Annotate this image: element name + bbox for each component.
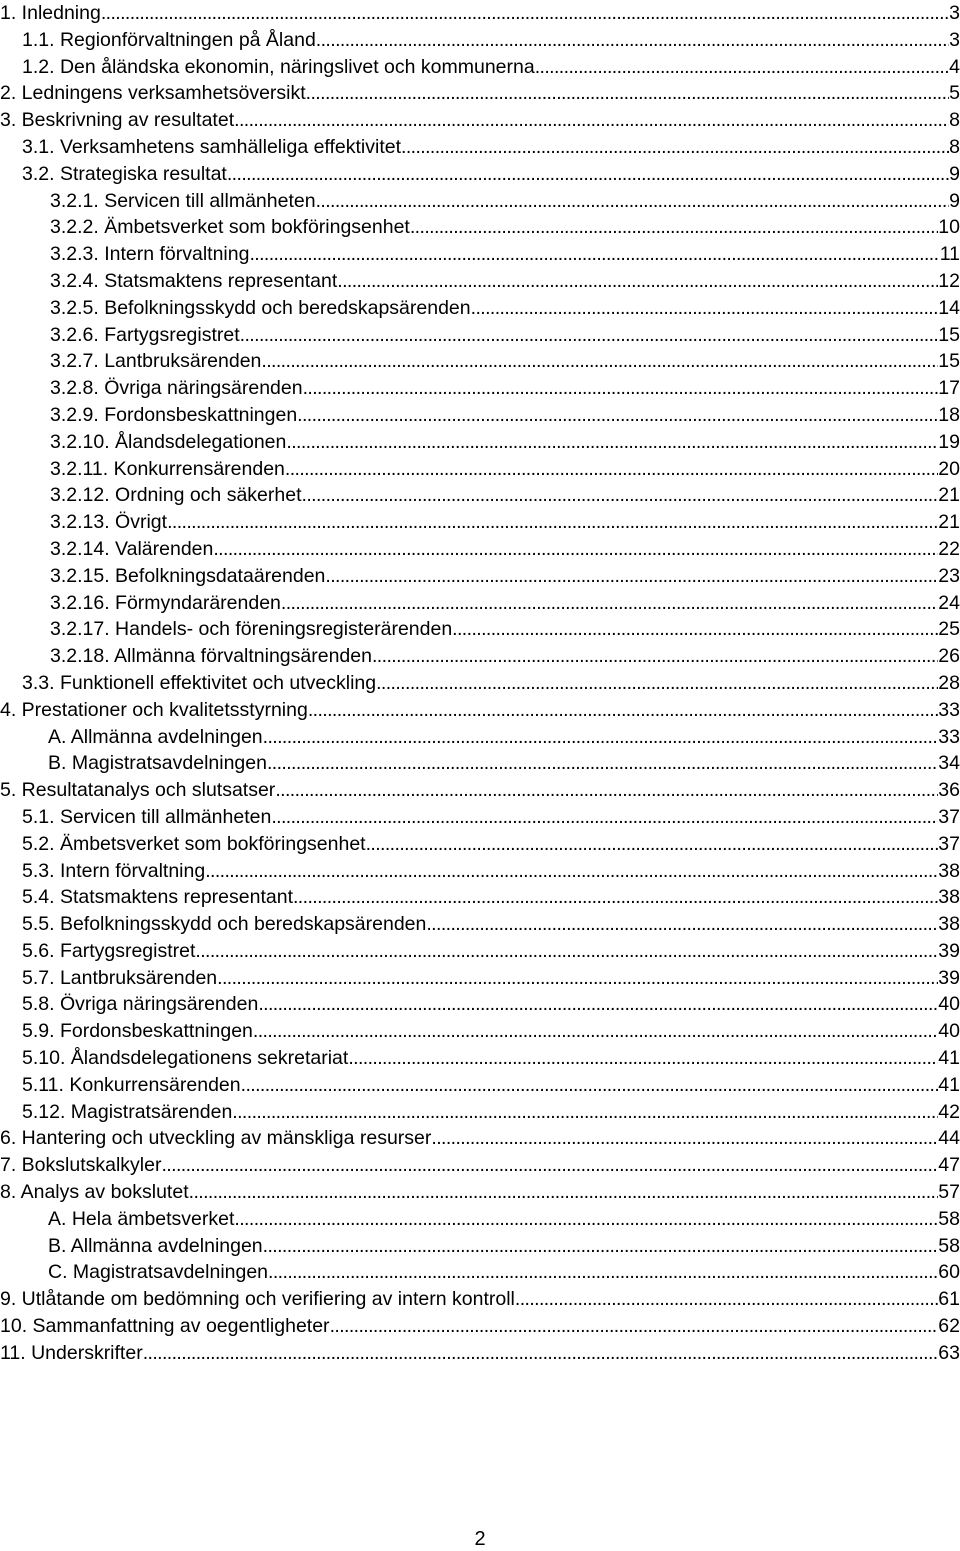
toc-entry[interactable]: [0, 1152, 960, 1179]
toc-entry-page-number: 60: [938, 1261, 960, 1284]
toc-entry-label: 7. Bokslutskalkyler: [0, 1154, 162, 1177]
toc-entry[interactable]: [0, 54, 960, 81]
toc-entry-label: 8. Analys av bokslutet: [0, 1181, 189, 1204]
toc-entry-label: 3.2.18. Allmänna förvaltningsärenden: [50, 645, 372, 668]
dot-leader: [330, 1313, 939, 1339]
toc-entry-label: 3.2.17. Handels- och föreningsregisterärenden: [50, 618, 453, 641]
toc-entry-page-number: 4: [949, 55, 960, 78]
toc-entry-page-number: 3: [949, 2, 960, 24]
toc-entry-page-number: 41: [938, 1073, 960, 1096]
dot-leader: [286, 429, 938, 455]
dot-leader: [535, 54, 949, 80]
toc-entry[interactable]: [0, 670, 960, 697]
dot-leader: [167, 509, 938, 535]
toc-entry-label: 4. Prestationer och kvalitetsstyrning: [0, 698, 308, 721]
dot-leader: [227, 161, 949, 187]
toc-entry[interactable]: [0, 911, 960, 938]
dot-leader: [302, 482, 939, 508]
dot-leader: [337, 268, 938, 294]
toc-entry-page-number: 15: [938, 323, 960, 346]
toc-entry[interactable]: [0, 697, 960, 724]
toc-entry-label: 3.2.3. Intern förvaltning: [50, 243, 250, 266]
toc-entry[interactable]: [0, 80, 960, 107]
toc-entry-page-number: 20: [938, 457, 960, 480]
toc-entry-label: 3.3. Funktionell effektivitet och utveckling: [22, 671, 377, 694]
toc-entry-label: 5.3. Intern förvaltning: [22, 859, 206, 882]
toc-entry-label: 6. Hantering och utveckling av mänskliga resurser: [0, 1127, 432, 1150]
toc-entry[interactable]: [0, 1286, 960, 1313]
toc-entry[interactable]: [0, 965, 960, 992]
dot-leader: [401, 134, 949, 160]
toc-entry[interactable]: [0, 348, 960, 375]
toc-entry-page-number: 42: [938, 1100, 960, 1123]
toc-entry-label: 1. Inledning: [0, 2, 101, 24]
dot-leader: [308, 697, 938, 723]
dot-leader: [471, 295, 939, 321]
toc-entry-page-number: 39: [938, 939, 960, 962]
toc-entry-page-number: 44: [938, 1127, 960, 1150]
toc-entry-page-number: 15: [938, 350, 960, 373]
toc-entry-page-number: 18: [938, 403, 960, 426]
toc-entry-label: 3.2.13. Övrigt: [50, 511, 168, 534]
toc-entry[interactable]: [0, 804, 960, 831]
toc-entry-label: 1.2. Den åländska ekonomin, näringslivet och kommunerna: [22, 55, 535, 78]
dot-leader: [253, 1018, 938, 1044]
dot-leader: [316, 188, 950, 214]
toc-entry-page-number: 36: [938, 779, 960, 802]
toc-entry-page-number: 24: [938, 591, 960, 614]
toc-entry-label: 1.1. Regionförvaltningen på Åland: [22, 28, 316, 51]
toc-entry[interactable]: [0, 1259, 960, 1286]
dot-leader: [205, 858, 938, 884]
toc-entry-label: 3.2.6. Fartygsregistret: [50, 323, 240, 346]
dot-leader: [267, 750, 938, 776]
dot-leader: [263, 1233, 939, 1259]
toc-entry-label: 5.10. Ålandsdelegationens sekretariat: [22, 1047, 349, 1070]
toc-entry-page-number: 37: [938, 805, 960, 828]
toc-entry-label: 3.2.9. Fordonsbeskattningen: [50, 403, 298, 426]
toc-entry-label: 5.5. Befolkningsskydd och beredskapsärenden: [22, 913, 427, 936]
toc-entry-page-number: 58: [938, 1207, 960, 1230]
toc-entry[interactable]: [0, 643, 960, 670]
toc-entry-label: 5.11. Konkurrensärenden: [22, 1073, 241, 1096]
toc-entry[interactable]: [0, 241, 960, 268]
dot-leader: [241, 1072, 939, 1098]
dot-leader: [217, 965, 938, 991]
toc-entry[interactable]: [0, 0, 960, 27]
dot-leader: [348, 1045, 938, 1071]
toc-entry-label: B. Magistratsavdelningen: [48, 752, 267, 775]
toc-entry-label: A. Hela ämbetsverket: [48, 1207, 235, 1230]
toc-entry-page-number: 5: [949, 82, 960, 105]
toc-entry-page-number: 57: [938, 1181, 960, 1204]
toc-entry-label: 3.2.1. Servicen till allmänheten: [50, 189, 316, 212]
toc-entry[interactable]: [0, 1018, 960, 1045]
toc-entry[interactable]: [0, 107, 960, 134]
toc-entry-label: 3.2.11. Konkurrensärenden: [50, 457, 285, 480]
dot-leader: [281, 590, 938, 616]
toc-entry-label: 5.1. Servicen till allmänheten: [22, 805, 272, 828]
toc-entry-page-number: 61: [938, 1288, 960, 1311]
dot-leader: [452, 616, 938, 642]
toc-entry-page-number: 37: [938, 832, 960, 855]
toc-entry-page-number: 28: [938, 671, 960, 694]
toc-entry[interactable]: [0, 429, 960, 456]
toc-entry-label: 3.2.12. Ordning och säkerhet: [50, 484, 302, 507]
toc-entry[interactable]: [0, 991, 960, 1018]
toc-entry[interactable]: [0, 616, 960, 643]
toc-entry[interactable]: [0, 188, 960, 215]
toc-entry-label: 3.2.14. Valärenden: [50, 537, 214, 560]
toc-entry[interactable]: [0, 214, 960, 241]
toc-entry[interactable]: [0, 858, 960, 885]
toc-entry-label: 5.8. Övriga näringsärenden: [22, 993, 259, 1016]
toc-entry-page-number: 38: [938, 859, 960, 882]
dot-leader: [261, 348, 938, 374]
dot-leader: [189, 1179, 939, 1205]
toc-entry-label: 10. Sammanfattning av oegentligheter: [0, 1315, 330, 1338]
toc-entry[interactable]: [0, 1206, 960, 1233]
toc-entry-label: 5.4. Statsmaktens representant: [22, 886, 293, 909]
toc-entry-page-number: 26: [938, 645, 960, 668]
toc-entry-label: 5.9. Fordonsbeskattningen: [22, 1020, 253, 1043]
toc-entry-page-number: 47: [938, 1154, 960, 1177]
toc-entry-label: A. Allmänna avdelningen: [48, 725, 263, 748]
toc-entry-page-number: 41: [938, 1047, 960, 1070]
toc-entry-page-number: 21: [938, 511, 960, 534]
toc-entry-label: C. Magistratsavdelningen: [48, 1261, 269, 1284]
toc-entry[interactable]: [0, 134, 960, 161]
dot-leader: [161, 1152, 938, 1178]
toc-entry[interactable]: [0, 750, 960, 777]
toc-entry[interactable]: [0, 938, 960, 965]
toc-entry[interactable]: [0, 777, 960, 804]
dot-leader: [240, 322, 939, 348]
toc-entry-label: 5. Resultatanalys och slutsatser: [0, 779, 276, 802]
dot-leader: [316, 27, 949, 53]
toc-entry[interactable]: [0, 268, 960, 295]
toc-entry-page-number: 62: [938, 1315, 960, 1338]
dot-leader: [366, 831, 939, 857]
dot-leader: [426, 911, 938, 937]
toc-entry-label: B. Allmänna avdelningen: [48, 1234, 263, 1257]
toc-entry-label: 3.2. Strategiska resultat: [22, 162, 227, 185]
toc-entry-label: 3.2.16. Förmyndarärenden: [50, 591, 281, 614]
toc-entry-page-number: 23: [938, 564, 960, 587]
toc-entry-page-number: 21: [938, 484, 960, 507]
toc-entry[interactable]: [0, 509, 960, 536]
toc-entry-page-number: 58: [938, 1234, 960, 1257]
toc-entry-label: 5.7. Lantbruksärenden: [22, 966, 218, 989]
toc-entry[interactable]: [0, 1099, 960, 1126]
toc-entry-page-number: 40: [938, 1020, 960, 1043]
dot-leader: [101, 0, 949, 26]
dot-leader: [234, 107, 949, 133]
toc-entry[interactable]: [0, 1125, 960, 1152]
dot-leader: [263, 724, 939, 750]
toc-entry-page-number: 38: [938, 913, 960, 936]
toc-entry-page-number: 9: [949, 162, 960, 185]
toc-entry[interactable]: [0, 375, 960, 402]
toc-entry-page-number: 39: [938, 966, 960, 989]
toc-entry[interactable]: [0, 456, 960, 483]
dot-leader: [325, 563, 938, 589]
dot-leader: [297, 402, 938, 428]
toc-entry[interactable]: [0, 724, 960, 751]
dot-leader: [293, 884, 938, 910]
toc-entry[interactable]: [0, 27, 960, 54]
toc-entry-page-number: 3: [949, 28, 960, 51]
toc-entry-label: 3.2.8. Övriga näringsärenden: [50, 377, 303, 400]
toc-entry[interactable]: [0, 1313, 960, 1340]
toc-entry-label: 11. Underskrifter: [0, 1341, 143, 1364]
toc-entry-page-number: 40: [938, 993, 960, 1016]
dot-leader: [234, 1206, 938, 1232]
dot-leader: [232, 1099, 938, 1125]
toc-entry[interactable]: [0, 322, 960, 349]
toc-entry-page-number: 9: [949, 189, 960, 212]
toc-entry[interactable]: [0, 563, 960, 590]
toc-entry-page-number: 34: [938, 752, 960, 775]
toc-entry-page-number: 38: [938, 886, 960, 909]
toc-entry[interactable]: [0, 1340, 960, 1367]
toc-entry-label: 3. Beskrivning av resultatet: [0, 109, 235, 132]
toc-entry-label: 9. Utlåtande om bedömning och verifiering av intern kontroll: [0, 1288, 515, 1311]
dot-leader: [275, 777, 938, 803]
dot-leader: [195, 938, 938, 964]
toc-entry[interactable]: [0, 1233, 960, 1260]
toc-entry-label: 3.1. Verksamhetens samhälleliga effektivitet: [22, 135, 402, 158]
toc-entry[interactable]: [0, 1179, 960, 1206]
toc-entry-page-number: 8: [949, 109, 960, 132]
toc-entry-label: 3.2.4. Statsmaktens representant: [50, 269, 338, 292]
dot-leader: [268, 1259, 938, 1285]
toc-entry-label: 3.2.10. Ålandsdelegationen: [50, 430, 287, 453]
dot-leader: [410, 214, 938, 240]
toc-entry-label: 3.2.15. Befolkningsdataärenden: [50, 564, 326, 587]
page-number: 2: [474, 1528, 486, 1550]
toc-entry-page-number: 10: [938, 216, 960, 239]
dot-leader: [258, 991, 938, 1017]
dot-leader: [431, 1125, 938, 1151]
toc-entry[interactable]: [0, 482, 960, 509]
dot-leader: [249, 241, 939, 267]
toc-entry[interactable]: [0, 1045, 960, 1072]
dot-leader: [515, 1286, 938, 1312]
dot-leader: [372, 643, 938, 669]
toc-entry-page-number: 14: [938, 296, 960, 319]
toc-entry-label: 3.2.7. Lantbruksärenden: [50, 350, 262, 373]
toc-entry[interactable]: [0, 884, 960, 911]
toc-entry[interactable]: [0, 1072, 960, 1099]
dot-leader: [376, 670, 938, 696]
dot-leader: [285, 456, 938, 482]
toc-entry[interactable]: [0, 590, 960, 617]
toc-entry-label: 5.6. Fartygsregistret: [22, 939, 196, 962]
dot-leader: [213, 536, 938, 562]
toc-entry[interactable]: [0, 831, 960, 858]
toc-entry-page-number: 33: [938, 698, 960, 721]
dot-leader: [143, 1340, 939, 1366]
toc-entry[interactable]: [0, 402, 960, 429]
toc-entry-label: 2. Ledningens verksamhetsöversikt: [0, 82, 306, 105]
dot-leader: [303, 375, 939, 401]
dot-leader: [306, 80, 949, 106]
toc-entry-page-number: 19: [938, 430, 960, 453]
toc-entry-page-number: 11: [939, 243, 960, 266]
toc-entry[interactable]: [0, 295, 960, 322]
toc-entry-label: 5.2. Ämbetsverket som bokföringsenhet: [22, 832, 366, 855]
toc-entry[interactable]: [0, 161, 960, 188]
toc-entry-page-number: 63: [938, 1341, 960, 1364]
dot-leader: [271, 804, 938, 830]
toc-entry-page-number: 25: [938, 618, 960, 641]
toc-entry-page-number: 12: [938, 269, 960, 292]
toc-entry-page-number: 17: [938, 377, 960, 400]
toc-entry-label: 5.12. Magistratsärenden: [22, 1100, 233, 1123]
toc-entry-page-number: 8: [949, 135, 960, 158]
toc-entry[interactable]: [0, 536, 960, 563]
toc-entry-label: 3.2.2. Ämbetsverket som bokföringsenhet: [50, 216, 410, 239]
toc-entry-page-number: 33: [938, 725, 960, 748]
toc-entry-page-number: 22: [938, 537, 960, 560]
toc-entry-label: 3.2.5. Befolkningsskydd och beredskapsärenden: [50, 296, 471, 319]
